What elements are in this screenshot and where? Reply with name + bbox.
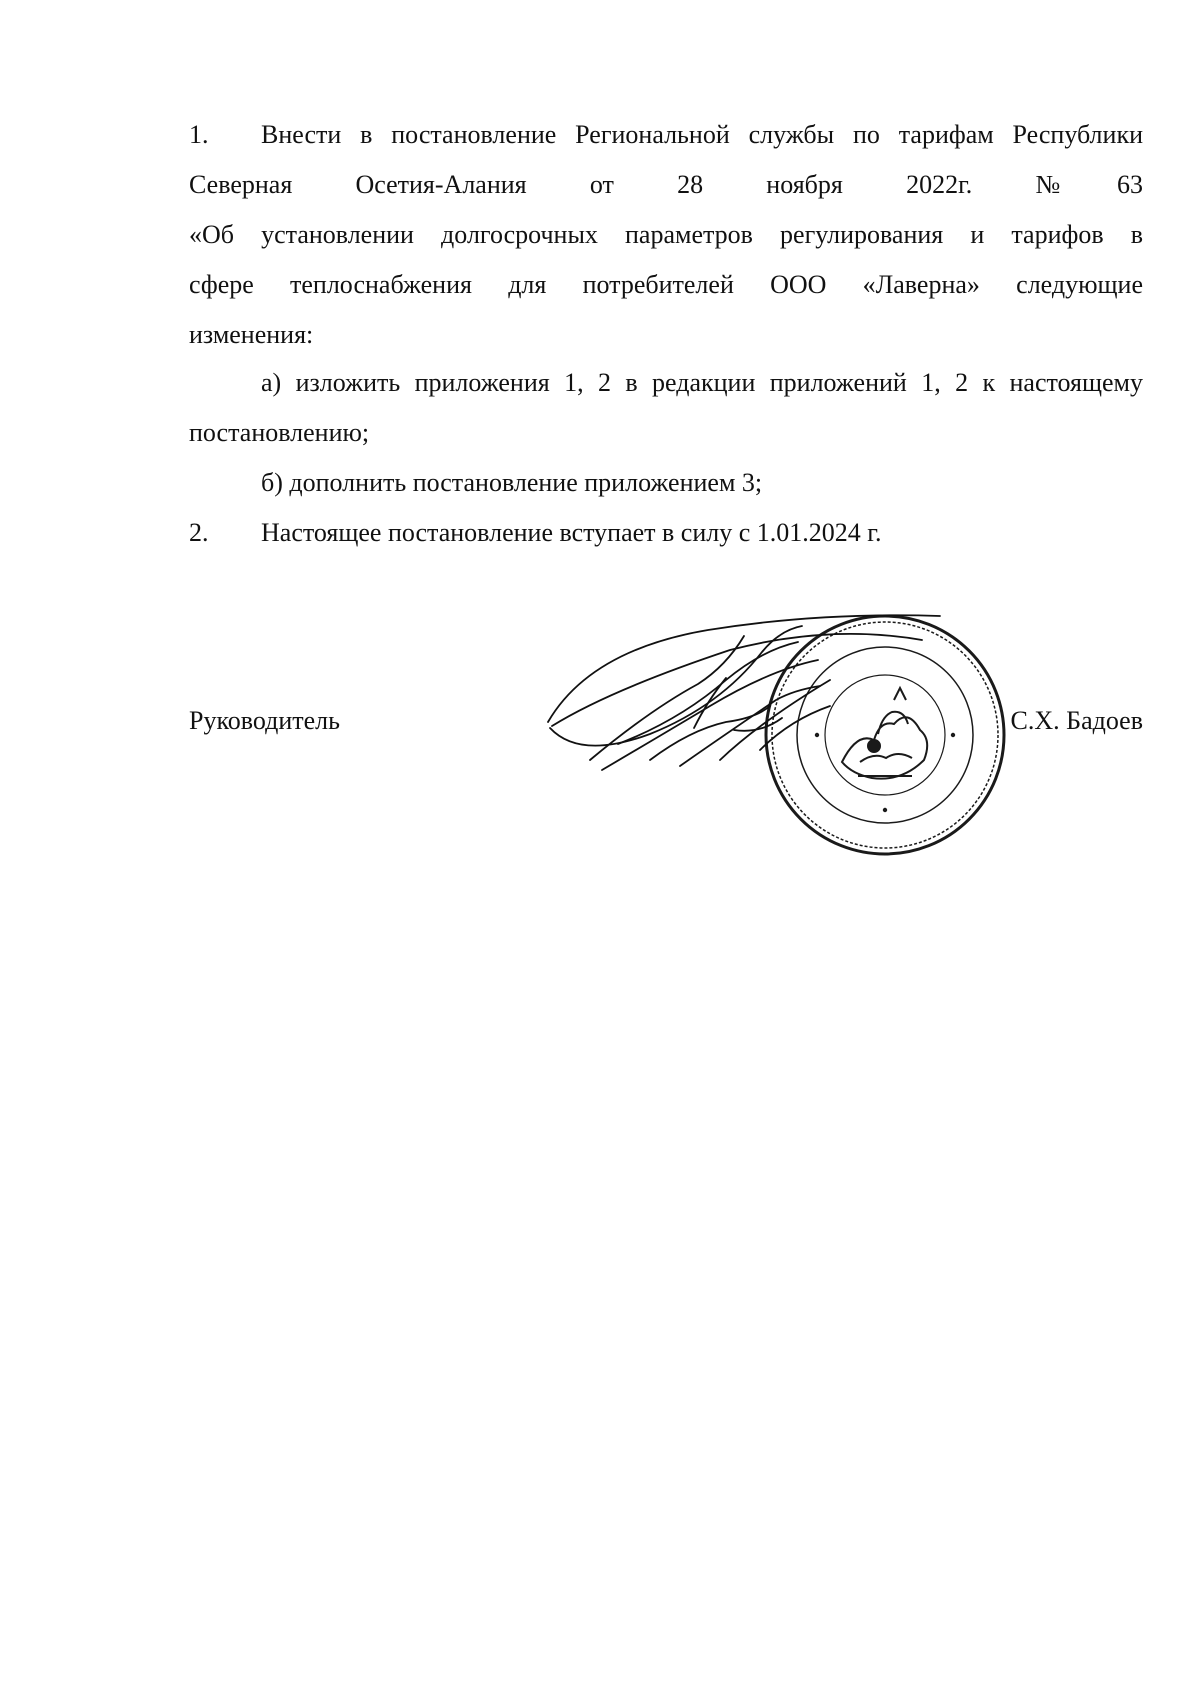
item-2-line <box>189 508 1143 558</box>
item-1-line-1-text: Внести в постановление Региональной службы по тарифам Республики <box>261 120 1143 149</box>
item-1-line-1 <box>189 110 1143 160</box>
item-1-line-2 <box>189 160 1143 210</box>
subparagraph-a-line-1: а) изложить приложения 1, 2 в редакции приложений 1, 2 к настоящему <box>261 368 1143 397</box>
item-1-line-2-word: Осетия-Алания <box>355 170 527 199</box>
item-1-line-2-word: ноября <box>766 170 843 199</box>
item-1-line-2-word: №63 <box>1035 170 1144 199</box>
subparagraph-b-line-1: б) дополнить постановление приложением 3; <box>261 468 763 497</box>
item-1-line-2-word: 2022г. <box>906 170 973 199</box>
signatory-name: С.Х. Бадоев <box>1010 706 1143 735</box>
subparagraph-b <box>189 458 1143 508</box>
item-1-line-5: изменения: <box>189 320 314 349</box>
paragraph-item-1 <box>189 110 1143 360</box>
paragraph-item-2 <box>189 508 1143 558</box>
item-1-line-2-word: от <box>589 170 614 199</box>
handwritten-signature <box>530 610 990 820</box>
item-2-number: 2. <box>189 518 209 547</box>
subparagraph-a-line-2: постановлению; <box>189 418 370 447</box>
subparagraph-a <box>189 358 1143 458</box>
item-1-line-3: «Об установлении долгосрочных параметров регулирования и тарифов в <box>189 220 1143 249</box>
item-1-number: 1. <box>189 120 209 149</box>
item-1-line-2-word: Северная <box>189 170 293 199</box>
item-1-line-2-word: 28 <box>677 170 704 199</box>
item-1-line-4: сфере теплоснабжения для потребителей ООО «Лаверна» следующие <box>189 270 1143 299</box>
item-2-text: Настоящее постановление вступает в силу с 1.01.2024 г. <box>261 518 882 547</box>
signatory-title: Руководитель <box>189 706 340 735</box>
